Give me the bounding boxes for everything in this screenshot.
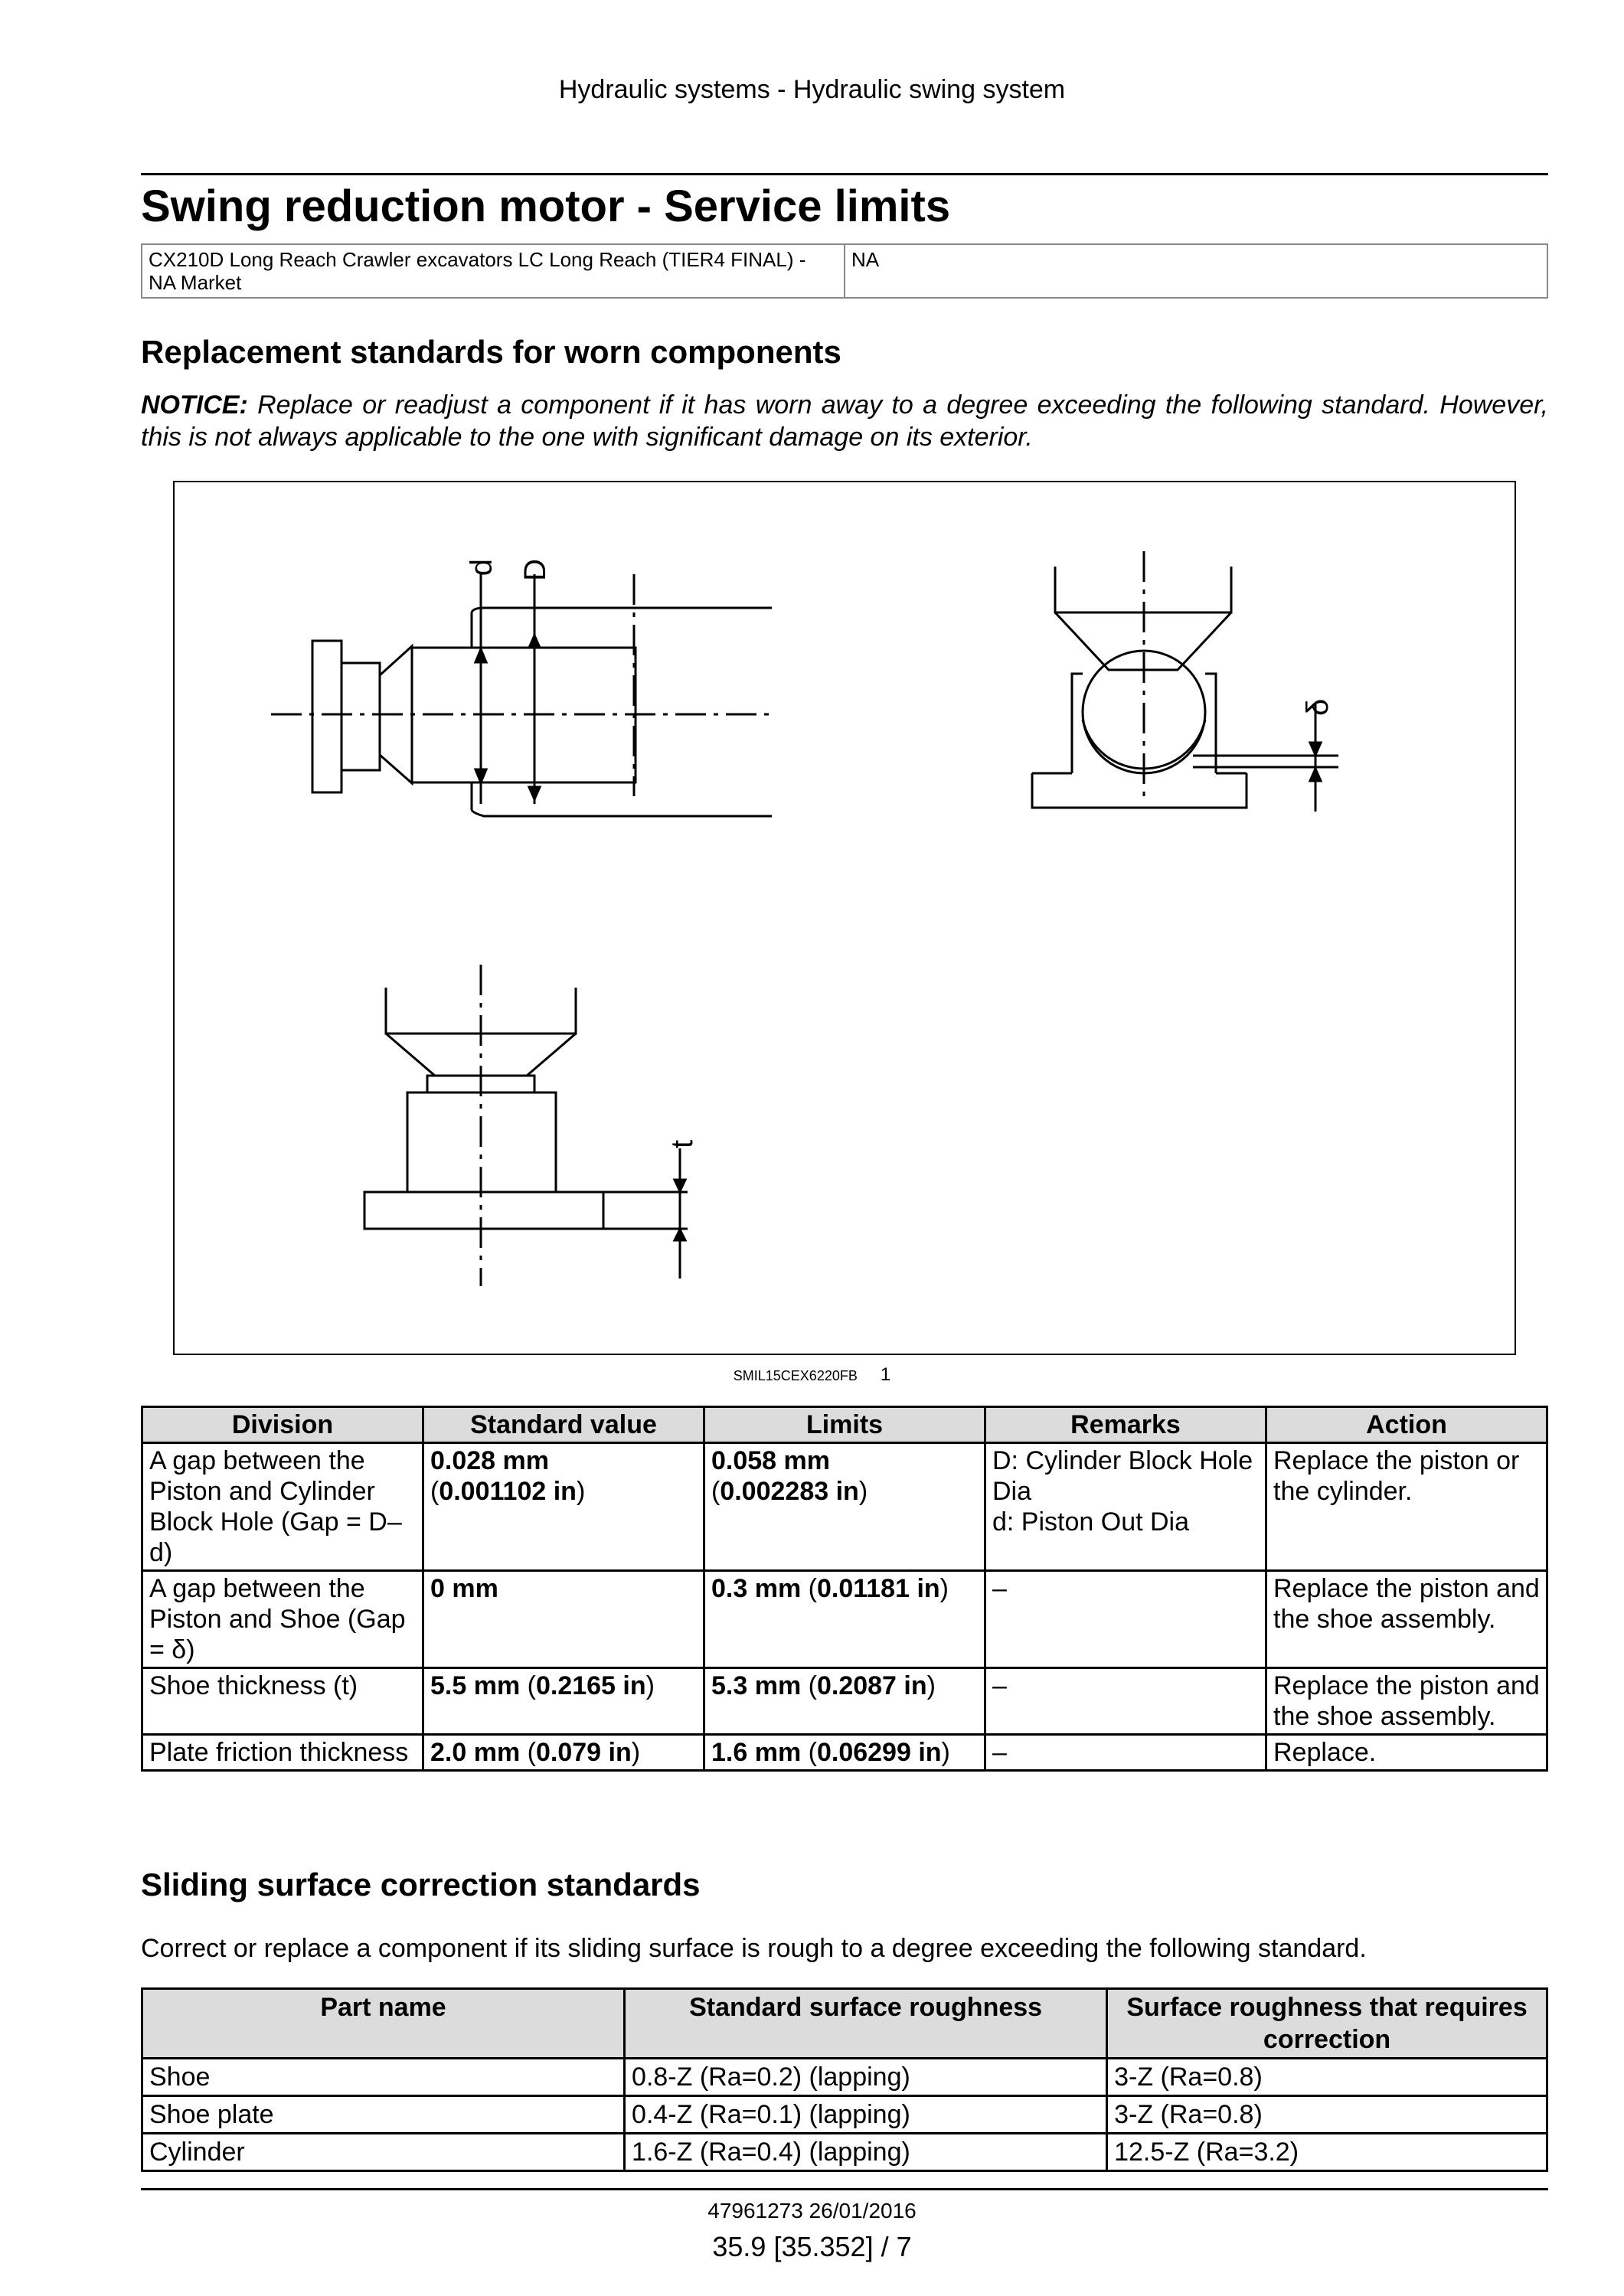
correction-roughness-cell: 3-Z (Ra=0.8) [1107, 2059, 1547, 2096]
header-limits: Limits [704, 1407, 985, 1443]
correction-roughness-cell: 3-Z (Ra=0.8) [1107, 2096, 1547, 2134]
applicability-model: CX210D Long Reach Crawler excavators LC Long Reach (TIER4 FINAL) - NA Market [142, 244, 845, 298]
limits-metric: 1.6 mm [711, 1738, 802, 1767]
header-part-name: Part name [142, 1989, 625, 2059]
remarks-cell: – [985, 1735, 1266, 1771]
label-D: D [518, 559, 552, 581]
header-standard-roughness: Standard surface roughness [625, 1989, 1107, 2059]
header-action: Action [1266, 1407, 1547, 1443]
section-heading-sliding: Sliding surface correction standards [141, 1867, 701, 1902]
notice-label: NOTICE: [141, 390, 248, 420]
table-row [142, 1735, 1547, 1771]
standard-value-inch: 0.001102 in [439, 1477, 577, 1506]
shoe-thickness-drawing [364, 965, 688, 1286]
division-cell: Shoe thickness (t) [142, 1668, 423, 1735]
division-cell: A gap between the Piston and Cylinder Block Hole (Gap = D–d) [142, 1443, 423, 1571]
applicability-table [141, 243, 1548, 299]
standard-roughness-cell: 0.4-Z (Ra=0.1) (lapping) [625, 2096, 1107, 2134]
remarks-cell: – [985, 1668, 1266, 1735]
technical-figure [173, 481, 1516, 1355]
action-cell: Replace the piston or the cylinder. [1266, 1443, 1547, 1571]
header-standard-value: Standard value [423, 1407, 704, 1443]
table-row [142, 2096, 1547, 2134]
label-delta: δ [1301, 698, 1335, 716]
notice [141, 389, 1548, 453]
standard-value-metric: 0.028 mm [430, 1446, 549, 1475]
header-remarks: Remarks [985, 1407, 1266, 1443]
standard-value-inch: 0.2165 in [535, 1671, 646, 1700]
footer-rule [141, 2188, 1548, 2190]
limits-cell: 5.3 mm (0.2087 in) [704, 1668, 985, 1735]
table-row [142, 1571, 1547, 1668]
remark-line: d: Piston Out Dia [992, 1507, 1190, 1537]
piston-shoe-gap-drawing [1032, 551, 1338, 812]
footer-doc-code: 47961273 26/01/2016 [707, 2199, 917, 2223]
title-rule [141, 173, 1548, 175]
limits-cell: 0.3 mm (0.01181 in) [704, 1571, 985, 1668]
figure-caption [0, 1364, 1624, 1386]
action-cell: Replace. [1266, 1735, 1547, 1771]
limits-cell: 0.058 mm (0.002283 in) [704, 1443, 985, 1571]
action-cell: Replace the piston and the shoe assembly. [1266, 1571, 1547, 1668]
piston-cylinder-drawing [271, 574, 772, 816]
limits-metric: 5.3 mm [711, 1671, 802, 1700]
limits-inch: 0.002283 in [720, 1477, 859, 1506]
limits-metric: 0.3 mm [711, 1574, 802, 1603]
standard-value-cell: 2.0 mm (0.079 in) [423, 1735, 704, 1771]
figure-drawing [175, 482, 1515, 1354]
part-name-cell: Cylinder [142, 2134, 625, 2171]
part-name-cell: Shoe [142, 2059, 625, 2096]
standard-value-cell: 0.028 mm (0.001102 in) [423, 1443, 704, 1571]
table-row [142, 2134, 1547, 2171]
header-division: Division [142, 1407, 423, 1443]
standard-value-metric: 0 mm [430, 1574, 498, 1603]
remark-line: D: Cylinder Block Hole Dia [992, 1446, 1253, 1506]
running-header: Hydraulic systems - Hydraulic swing system [558, 75, 1066, 104]
action-cell: Replace the piston and the shoe assembly. [1266, 1668, 1547, 1735]
remarks-cell [985, 1443, 1266, 1571]
notice-text: Replace or readjust a component if it has worn away to a degree exceeding the following standard. However, this is not always applicable to the one with significant damage on its exterior. [141, 390, 1548, 452]
surface-roughness-table [141, 1987, 1548, 2172]
standard-value-cell [423, 1571, 704, 1668]
standard-roughness-cell: 0.8-Z (Ra=0.2) (lapping) [625, 2059, 1107, 2096]
part-name-cell: Shoe plate [142, 2096, 625, 2134]
page-title: Swing reduction motor - Service limits [141, 181, 951, 231]
division-cell: Plate friction thickness [142, 1735, 423, 1771]
limits-inch: 0.01181 in [816, 1574, 940, 1603]
label-d: d [465, 559, 498, 576]
table-row [142, 1443, 1547, 1571]
limits-inch: 0.2087 in [816, 1671, 927, 1700]
standard-value-metric: 5.5 mm [430, 1671, 521, 1700]
table-row [142, 1668, 1547, 1735]
division-cell: A gap between the Piston and Shoe (Gap = δ) [142, 1571, 423, 1668]
applicability-market: NA [845, 244, 1547, 298]
standard-value-cell: 5.5 mm (0.2165 in) [423, 1668, 704, 1735]
label-t: t [665, 1139, 699, 1148]
section-heading-replacement: Replacement standards for worn components [141, 334, 841, 370]
limits-inch: 0.06299 in [816, 1738, 942, 1767]
standard-roughness-cell: 1.6-Z (Ra=0.4) (lapping) [625, 2134, 1107, 2171]
table-row [142, 2059, 1547, 2096]
header-correction-roughness: Surface roughness that requires correction [1107, 1989, 1547, 2059]
limits-cell: 1.6 mm (0.06299 in) [704, 1735, 985, 1771]
remarks-cell: – [985, 1571, 1266, 1668]
standard-value-metric: 2.0 mm [430, 1738, 521, 1767]
sliding-intro: Correct or replace a component if its sliding surface is rough to a degree exceeding the following standard. [141, 1934, 1367, 1963]
limits-metric: 0.058 mm [711, 1446, 830, 1475]
figure-code: SMIL15CEX6220FB [733, 1368, 858, 1383]
service-limits-table [141, 1406, 1548, 1772]
figure-number: 1 [880, 1364, 891, 1385]
footer-page-number: 35.9 [35.352] / 7 [712, 2231, 912, 2262]
standard-value-inch: 0.079 in [535, 1738, 632, 1767]
correction-roughness-cell: 12.5-Z (Ra=3.2) [1107, 2134, 1547, 2171]
